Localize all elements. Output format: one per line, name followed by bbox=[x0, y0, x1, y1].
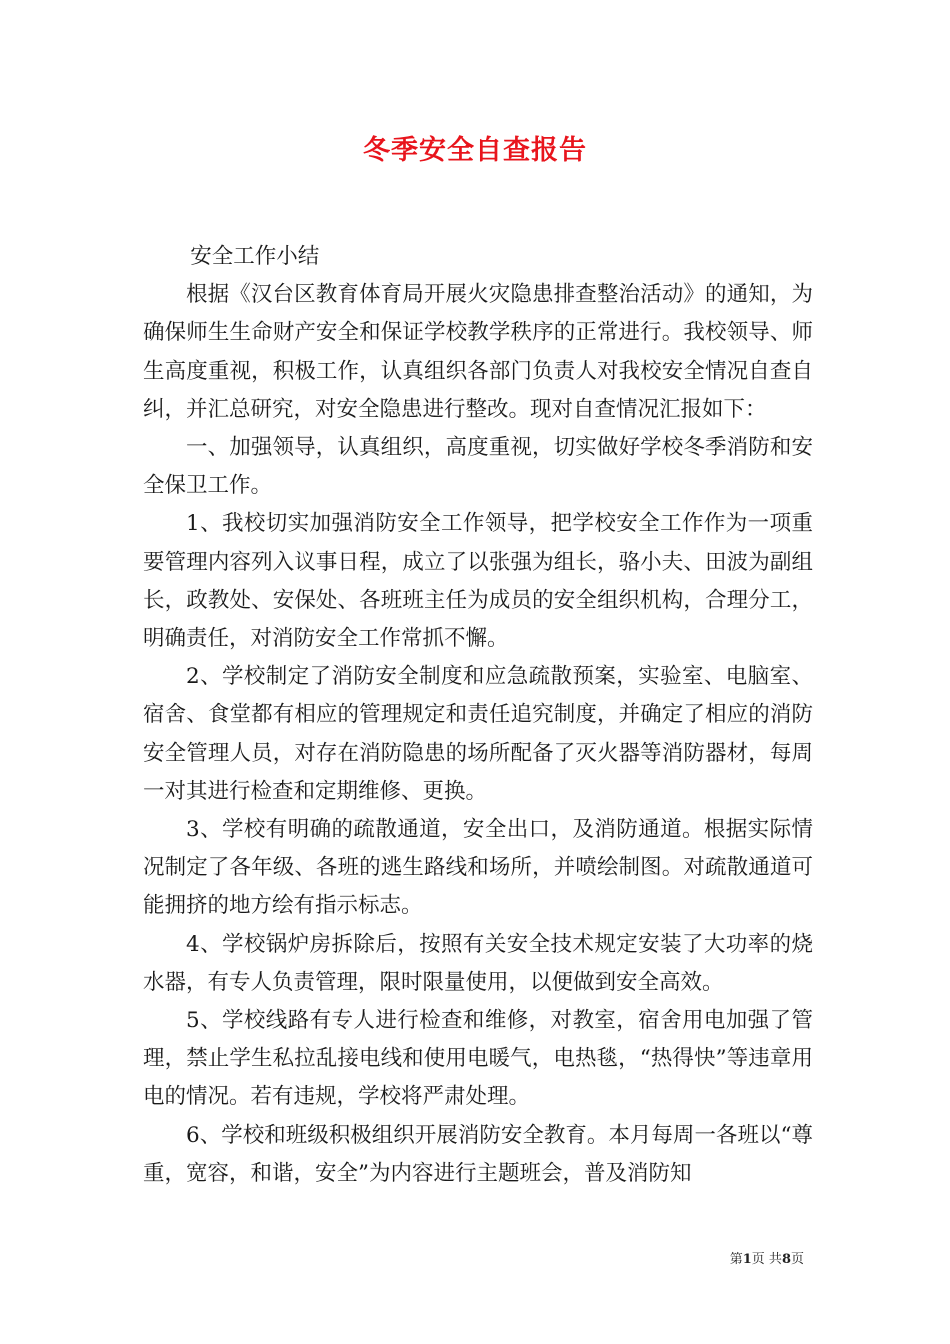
paragraph-section-one: 一、加强领导，认真组织，高度重视，切实做好学校冬季消防和安全保卫工作。 bbox=[143, 435, 813, 499]
document-title: 冬季安全自查报告 bbox=[363, 135, 587, 166]
footer-suffix: 页 bbox=[790, 1252, 804, 1267]
paragraph-item-4: 4、学校锅炉房拆除后，按照有关安全技术规定安装了大功率的烧水器，有专人负责管理，限时限量使用，以便做到安全高效。 bbox=[143, 931, 813, 995]
document-body bbox=[143, 238, 813, 1193]
paragraph-item-2: 2、学校制定了消防安全制度和应急疏散预案，实验室、电脑室、宿舍、食堂都有相应的管理规定和责任追究制度，并确定了相应的消防安全管理人员，对存在消防隐患的场所配备了灭火器等消防器材，每周一对其进行检查和定期维修、更换。 bbox=[143, 664, 813, 804]
footer-current-page: 1 bbox=[742, 1252, 752, 1267]
paragraph-item-3: 3、学校有明确的疏散通道，安全出口，及消防通道。根据实际情况制定了各年级、各班的逃生路线和场所，并喷绘制图。对疏散通道可能拥挤的地方绘有指示标志。 bbox=[143, 817, 813, 919]
footer-prefix: 第 bbox=[729, 1252, 743, 1267]
paragraph-item-5: 5、学校线路有专人进行检查和维修，对教室，宿舍用电加强了管理，禁止学生私拉乱接电线和使用电暖气，电热毯，“热得快”等违章用电的情况。若有违规，学校将严肃处理。 bbox=[143, 1008, 813, 1110]
footer-middle: 页 共 bbox=[751, 1252, 782, 1267]
paragraph-intro: 根据《汉台区教育体育局开展火灾隐患排查整治活动》的通知，为确保师生生命财产安全和保证学校教学秩序的正常进行。我校领导、师生高度重视，积极工作，认真组织各部门负责人对我校安全情况自查自纠，并汇总研究，对安全隐患进行整改。现对自查情况汇报如下： bbox=[143, 282, 813, 422]
footer-total-pages: 8 bbox=[781, 1252, 791, 1267]
section-heading: 安全工作小结 bbox=[190, 244, 320, 269]
paragraph-item-1: 1、我校切实加强消防安全工作领导，把学校安全工作作为一项重要管理内容列入议事日程，成立了以张强为组长，骆小夫、田波为副组长，政教处、安保处、各班班主任为成员的安全组织机构，合理分工，明确责任，对消防安全工作常抓不懈。 bbox=[143, 511, 813, 652]
page-number-footer bbox=[730, 1248, 804, 1267]
paragraph-item-6: 6、学校和班级积极组织开展消防安全教育。本月每周一各班以“尊重，宽容，和谐，安全”为内容进行主题班会，普及消防知 bbox=[143, 1122, 813, 1186]
